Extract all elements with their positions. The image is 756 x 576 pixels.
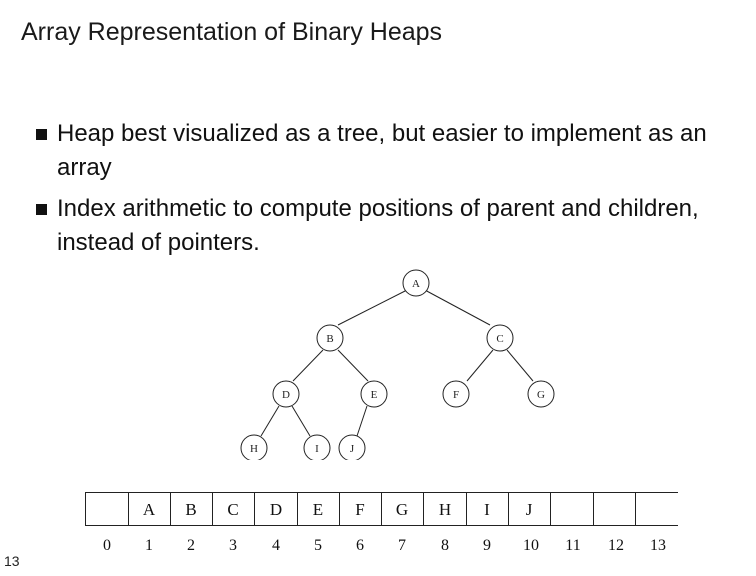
array-value: E	[312, 500, 324, 519]
array-row	[86, 493, 679, 526]
array-cell-open	[636, 493, 679, 526]
tree-node	[443, 381, 469, 407]
array-index: 8	[441, 537, 449, 554]
array-index: 3	[229, 537, 237, 554]
array-index: 0	[103, 537, 111, 554]
array-value: D	[269, 500, 283, 519]
tree-edge	[292, 406, 310, 436]
node-label: A	[412, 278, 420, 290]
tree-node	[528, 381, 554, 407]
array-value: G	[395, 500, 409, 519]
array-value: B	[185, 500, 197, 519]
node-label: D	[282, 389, 290, 401]
array-index: 4	[272, 537, 280, 554]
array-index: 9	[483, 537, 491, 554]
array-index: 12	[608, 537, 624, 554]
array-value: C	[227, 500, 239, 519]
bullet-text: Heap best visualized as a tree, but easier to implement as an array	[57, 120, 707, 181]
tree-crop-mask	[230, 460, 380, 478]
node-label: I	[315, 443, 319, 455]
array-value: I	[484, 500, 490, 519]
array-cell	[594, 493, 636, 526]
node-label: H	[250, 443, 258, 455]
array-cell	[86, 493, 129, 526]
array-value: J	[525, 500, 533, 519]
tree-node	[403, 270, 429, 296]
node-label: E	[370, 389, 378, 401]
tree-edge	[507, 350, 533, 381]
tree-node	[361, 381, 387, 407]
node-label: F	[452, 389, 460, 401]
tree-edge	[261, 406, 279, 436]
tree-edge	[293, 350, 323, 381]
slide-title: Array Representation of Binary Heaps	[21, 18, 443, 46]
tree-node	[339, 435, 365, 461]
array-index: 7	[398, 537, 406, 554]
tree-nodes	[241, 270, 554, 461]
tree-edge	[467, 350, 493, 381]
tree-node	[273, 381, 299, 407]
array-value: F	[355, 500, 365, 519]
tree-node	[487, 325, 513, 351]
node-label: G	[537, 389, 545, 401]
tree-edge	[338, 289, 409, 325]
tree-edge	[357, 406, 367, 436]
array-index: 2	[187, 537, 195, 554]
array-value: A	[142, 500, 156, 519]
tree-node	[304, 435, 330, 461]
array-cell	[551, 493, 594, 526]
array-index: 5	[314, 537, 322, 554]
bullet-text: Index arithmetic to compute positions of parent and children, instead of pointers.	[57, 195, 699, 256]
array-index: 13	[650, 537, 666, 554]
array-indices	[103, 537, 666, 554]
array-index: 6	[356, 537, 364, 554]
node-label: C	[496, 333, 504, 345]
array-index: 1	[145, 537, 153, 554]
array-index: 11	[565, 537, 581, 554]
node-label: J	[349, 443, 355, 455]
array-value: H	[438, 500, 452, 519]
tree-edges	[261, 289, 533, 436]
tree-edge	[338, 350, 368, 381]
tree-edge	[423, 289, 490, 325]
page-number: 13	[4, 553, 20, 569]
tree-node	[241, 435, 267, 461]
array-index: 10	[523, 537, 539, 554]
node-label: B	[326, 333, 334, 345]
tree-node	[317, 325, 343, 351]
